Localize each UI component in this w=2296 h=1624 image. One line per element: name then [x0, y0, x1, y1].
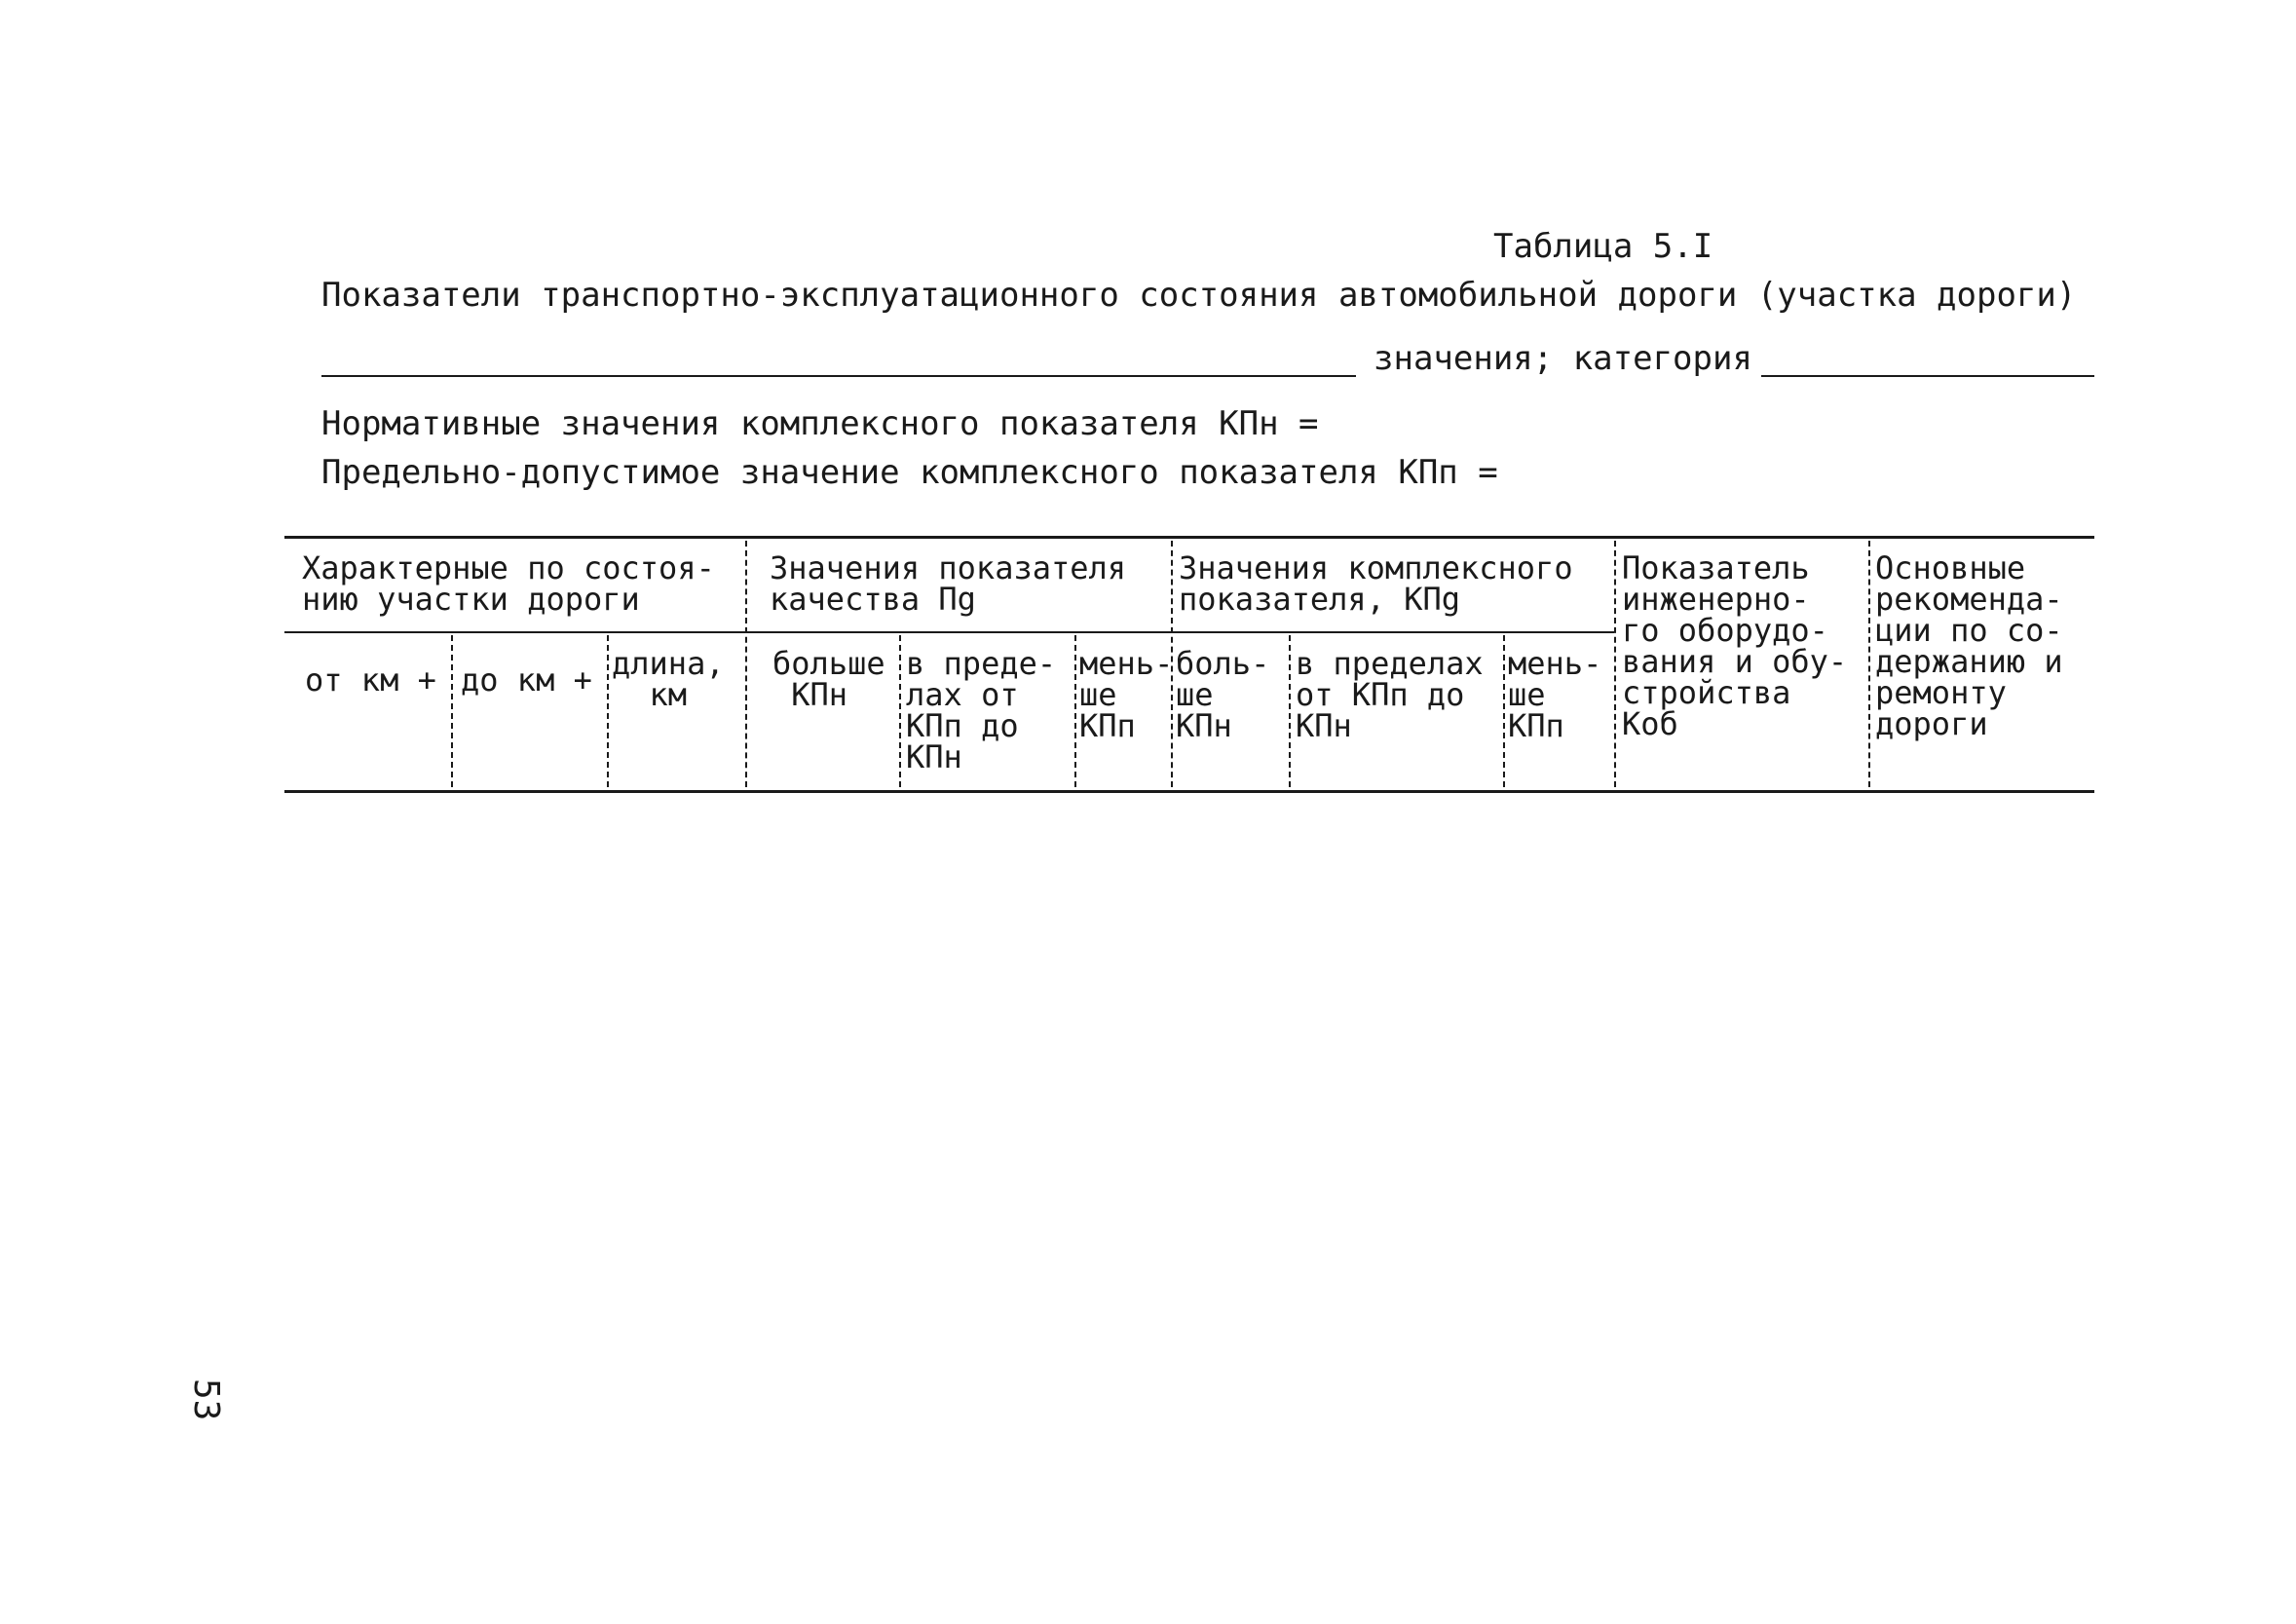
subheader-length: длина, км: [612, 645, 725, 713]
table-divider: [607, 635, 609, 787]
header-recommendations: Основные рекоменда- ции по со- держанию и ремонту дороги: [1875, 549, 2063, 742]
page-title: Показатели транспортно-эксплуатационного состояния автомобильной дороги (участка дороги): [321, 276, 2077, 315]
subheader-c-above: боль- ше КПн: [1176, 645, 1270, 744]
table-top-rule: [284, 536, 2094, 539]
subheader-q-below: мень- ше КПп: [1079, 645, 1174, 744]
normative-value-line: Нормативные значения комплексного показателя КПн =: [321, 404, 1319, 443]
table-divider: [745, 541, 747, 787]
table-divider: [1503, 635, 1505, 787]
page-number: 53: [186, 1379, 226, 1421]
table-divider: [899, 635, 901, 787]
table-divider: [1289, 635, 1291, 787]
subheader-q-within: в преде- лах от КПп до КПн: [906, 645, 1057, 775]
header-complex-indicator: Значения комплексного показателя, КПg: [1179, 549, 1573, 618]
table-header-divider: [284, 631, 1614, 633]
table-divider: [1614, 541, 1616, 787]
subheader-q-above: больше КПн: [772, 645, 885, 713]
limit-value-line: Предельно-допустимое значение комплексного показателя КПп =: [321, 453, 1498, 492]
header-road-sections: Характерные по состоя- нию участки дороги: [302, 549, 715, 618]
subheader-c-below: мень- ше КПп: [1508, 645, 1602, 744]
values-category-label: значения; категория: [1374, 339, 1752, 378]
header-quality-indicator: Значения показателя качества Пg: [770, 549, 1127, 618]
table-number: Таблица 5.I: [1493, 227, 1713, 266]
table-divider: [451, 635, 453, 787]
table-divider: [1868, 541, 1870, 787]
table-divider: [1074, 635, 1076, 787]
header-equipment-indicator: Показатель инженерно- го оборудо- вания и обу- стройства Коб: [1622, 549, 1848, 742]
subheader-from-km: от км +: [305, 661, 436, 699]
road-name-blank: [321, 375, 1356, 377]
category-blank: [1761, 375, 2094, 377]
subheader-c-within: в пределах от КПп до КПн: [1296, 645, 1484, 744]
subheader-to-km: до км +: [461, 661, 592, 699]
table-bottom-rule: [284, 790, 2094, 793]
